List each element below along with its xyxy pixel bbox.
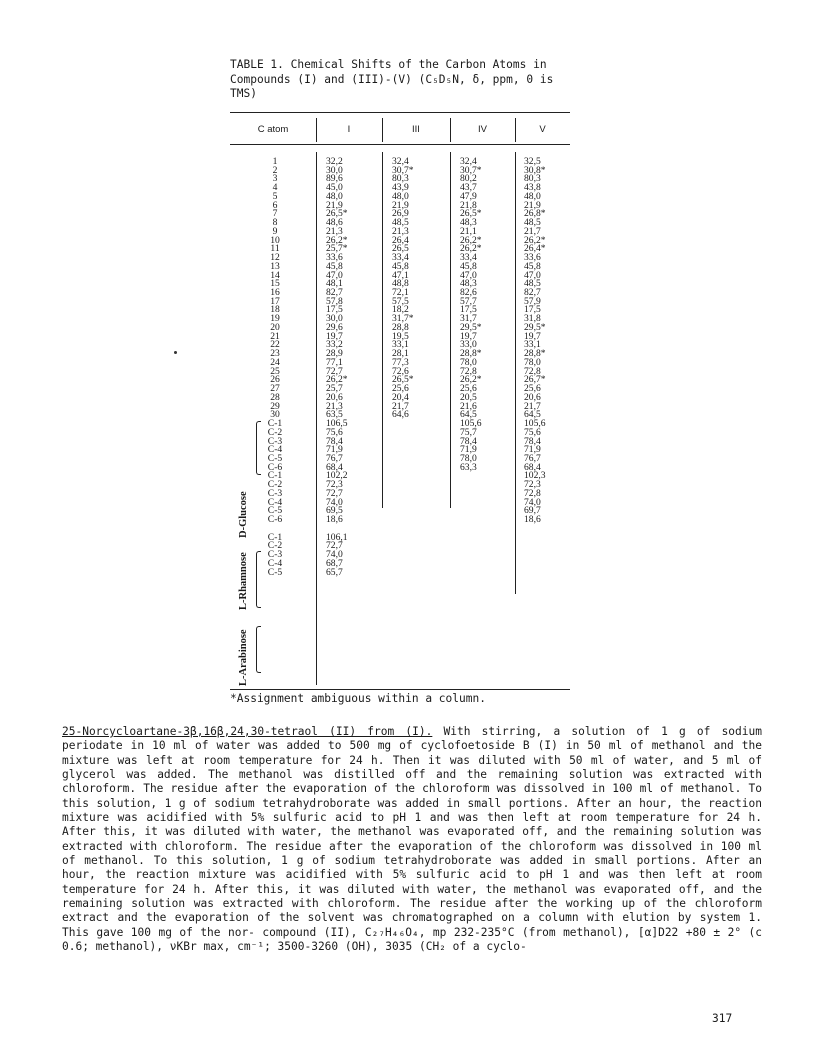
arabinose-brace bbox=[256, 626, 261, 673]
header-compound-iv: IV bbox=[478, 124, 487, 135]
experimental-paragraph bbox=[62, 725, 762, 955]
column-divider bbox=[382, 152, 383, 508]
sugar-label-glucose: D-Glucose bbox=[238, 491, 249, 538]
sugar-label-arabinose: L-Arabinose bbox=[238, 629, 249, 686]
header-compound-i: I bbox=[347, 124, 351, 135]
shifts-column-iii: 32,4 30,7* 80,3 43,9 48,0 21,9 26,9 48,5 21,3 26,4 26,5 33,4 45,8 47,1 48,8 72,1 57,5 18,2 31,7* 28,8 19,5 33,1 28,1 77,3 72,6 26,5* 25,6 20,4 21,7 64,6 bbox=[392, 156, 414, 421]
header-compound-v: V bbox=[539, 124, 546, 135]
table-footnote: *Assignment ambiguous within a column. bbox=[230, 692, 486, 705]
column-divider bbox=[316, 152, 317, 685]
paragraph-text: With stirring, a solution of 1 g of sodium periodate in 10 ml of water was added to 500 mg of cyclofoetoside B (I) in 50 ml of methanol and the mixture was left at room temperature for 24 h. Then it was diluted with 50 ml of water, and 5 ml of glycerol was added. The methanol was distilled off and the remaining solution was extracted with chloroform. The residue after the evaporation of the chloroform was dissolved in 100 ml of methanol. To this solution, 1 g of sodium tetrahydroborate was added in small portions. After an hour, the reaction mixture was acidified with 5% sulfuric acid to pH 1 and was then left at room temperature for 24 h. After this, it was diluted with water, the methanol was evaporated off, and the remaining solution was extracted with chloroform. The residue after the evaporation of the chloroform was dissolved in 100 ml of methanol. To this solution, 1 g of sodium tetrahydroborate was added in small portions. After an hour, the reaction mixture was acidified with 5% sulfuric acid to pH 1 and was then left at room temperature for 24 h. After this, it was diluted with water, the methanol was evaporated off, and the remaining solution was extracted with chloroform. The residue after the working up of the chloroform extract and the evaporation of the solvent was chromatographed on a column with elution by system 1. This gave 100 mg of the nor- compound (II), C₂₇H₄₆O₄, mp 232-235°C (from methanol), [α]D22 +80 ± 2° (c 0.6; methanol), νKBr max, cm⁻¹; 3500-3260 (OH), 3035 (CH₂ of a cyclo- bbox=[62, 725, 762, 954]
header-compound-iii: III bbox=[412, 124, 420, 135]
page-number: 317 bbox=[712, 1012, 733, 1025]
column-divider bbox=[515, 152, 516, 594]
table-header-rule bbox=[230, 144, 570, 145]
shifts-column-i: 32,2 30,0 89,6 45,0 48,0 21,9 26,5* 48,6 21,3 26,2* 25,7* 33,6 45,8 47,0 48,1 82,7 57,8 17,5 30,0 29,6 19,7 33,2 28,9 77,1 72,7 26,2* 25,7 20,6 21,3 63,5 106,5 75,6 78,4 71,9 76,7 68,4 102,2 72,3 72,7 74,0 69,5 18,6 106,1 72,7 74,0 68,7 65,7 bbox=[326, 156, 348, 578]
table-top-rule bbox=[230, 112, 570, 113]
stray-dot bbox=[174, 351, 177, 354]
glucose-brace bbox=[256, 421, 261, 475]
rhamnose-brace bbox=[256, 551, 261, 608]
shifts-column-iv: 32,4 30,7* 80,2 43,7 47,9 21,8 26,5* 48,3 21,1 26,2* 26,2* 33,4 45,8 47,0 48,3 82,6 57,7 17,5 31,7 29,5* 19,7 33,0 28,8* 78,0 72,8 26,2* 25,6 20,5 21,6 64,5 105,6 75,7 78,4 71,9 78,0 63,3 bbox=[460, 156, 482, 473]
column-divider bbox=[450, 152, 451, 508]
shifts-column-v: 32,5 30,8* 80,3 43,8 48,0 21,9 26,8* 48,5 21,7 26,2* 26,4* 33,6 45,8 47,0 48,5 82,7 57,9 17,5 31,8 29,5* 19,7 33,1 28,8* 78,0 72,8 26,7* 25,6 20,6 21,7 64,5 105,6 75,6 78,4 71,9 76,7 68,4 102,3 72,3 72,8 74,0 69,7 18,6 bbox=[524, 156, 546, 526]
table-caption: TABLE 1. Chemical Shifts of the Carbon Atoms in Compounds (I) and (III)-(V) (C₅D₅N, δ, ppm, 0 is TMS) bbox=[230, 58, 554, 100]
c-atom-column: 1 2 3 4 5 6 7 8 9 10 11 12 13 14 15 16 17 18 19 20 21 22 23 24 25 26 27 28 29 30 C-1 C-2 C-3 C-4 C-5 C-6 C-1 C-2 C-3 C-4 C-5 C-6 C-1 C-2 C-3 C-4 C-5 bbox=[267, 156, 283, 578]
sugar-label-rhamnose: L-Rhamnose bbox=[238, 552, 249, 610]
section-title: 25-Norcycloartane-3β,16β,24,30-tetraol (II) from (I). bbox=[62, 725, 433, 738]
chemical-shift-table bbox=[230, 112, 570, 690]
header-c-atom: C atom bbox=[257, 124, 289, 135]
table-bottom-rule bbox=[230, 689, 570, 690]
